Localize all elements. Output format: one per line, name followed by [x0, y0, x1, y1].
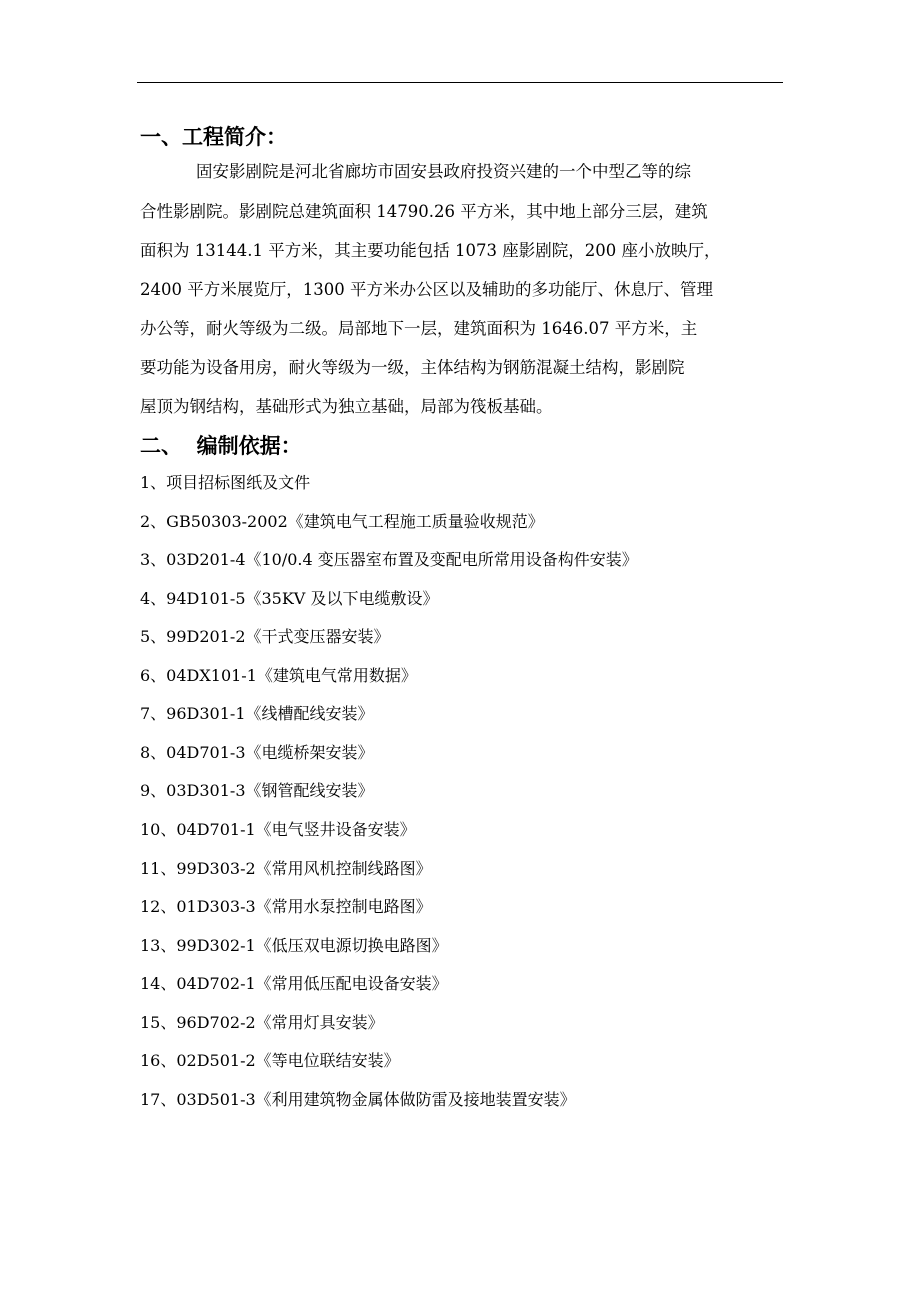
list-item: 6、04DX101-1《建筑电气常用数据》 [140, 666, 417, 685]
list-item: 13、99D302-1《低压双电源切换电路图》 [140, 936, 448, 955]
section-heading-project-overview: 一、工程简介： [140, 125, 287, 149]
header-rule [137, 82, 783, 83]
paragraph-line: 要功能为设备用房，耐火等级为一级，主体结构为钢筋混凝土结构，影剧院 [140, 358, 685, 377]
list-item: 9、03D301-3《钢管配线安装》 [140, 781, 374, 800]
list-item: 4、94D101-5《35KV 及以下电缆敷设》 [140, 589, 439, 608]
list-item: 10、04D701-1《电气竖井设备安装》 [140, 820, 416, 839]
list-item: 12、01D303-3《常用水泵控制电路图》 [140, 897, 432, 916]
list-item: 11、99D303-2《常用风机控制线路图》 [140, 859, 432, 878]
list-item: 5、99D201-2《干式变压器安装》 [140, 627, 390, 646]
list-item: 7、96D301-1《线槽配线安装》 [140, 704, 374, 723]
paragraph-line: 办公等，耐火等级为二级。局部地下一层，建筑面积为 1646.07 平方米，主 [140, 319, 698, 338]
list-item: 2、GB50303-2002《建筑电气工程施工质量验收规范》 [140, 512, 544, 531]
list-item: 1、项目招标图纸及文件 [140, 473, 311, 492]
list-item: 17、03D501-3《利用建筑物金属体做防雷及接地装置安装》 [140, 1090, 576, 1109]
paragraph-line: 2400 平方米展览厅，1300 平方米办公区以及辅助的多功能厅、休息厅、管理 [140, 280, 713, 299]
list-item: 15、96D702-2《常用灯具安装》 [140, 1013, 384, 1032]
paragraph-line: 面积为 13144.1 平方米，其主要功能包括 1073 座影剧院，200 座小放映厅， [140, 241, 721, 260]
list-item: 14、04D702-1《常用低压配电设备安装》 [140, 974, 448, 993]
list-item: 3、03D201-4《10/0.4 变压器室布置及变配电所常用设备构件安装》 [140, 550, 638, 569]
section-heading-basis: 二、 编制依据： [140, 434, 302, 458]
paragraph-line: 合性影剧院。影剧院总建筑面积 14790.26 平方米，其中地上部分三层，建筑 [140, 202, 708, 221]
list-item: 16、02D501-2《等电位联结安装》 [140, 1051, 400, 1070]
paragraph-line: 屋顶为钢结构，基础形式为独立基础，局部为筏板基础。 [140, 397, 553, 416]
paragraph-line: 固安影剧院是河北省廊坊市固安县政府投资兴建的一个中型乙等的综 [196, 162, 691, 181]
list-item: 8、04D701-3《电缆桥架安装》 [140, 743, 374, 762]
